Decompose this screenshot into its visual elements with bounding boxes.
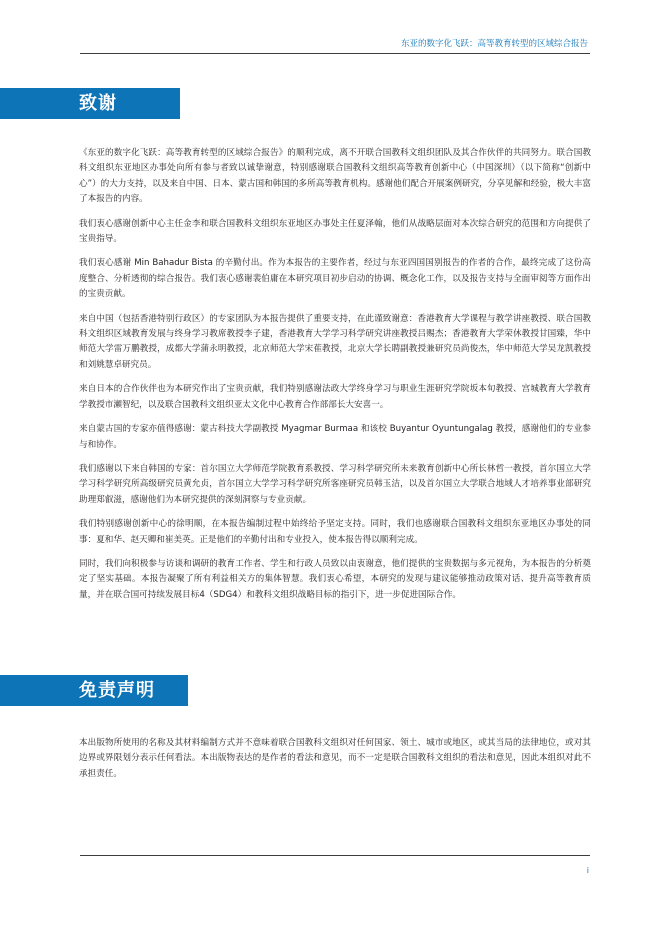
- acknowledgements-paragraph: 我们特别感谢创新中心的徐明顺，在本报告编制过程中始终给予坚定支持。同时，我们也感谢联合国教科文组织东亚地区办事处的同事：夏和华、赵天卿和崔美英。正是他们的辛勤付出和专业投入，使本报告得以顺利完成。: [79, 519, 591, 545]
- header-rule: [80, 53, 590, 54]
- acknowledgements-heading: 致谢: [0, 88, 180, 119]
- acknowledgements-paragraph: 我们衷心感谢创新中心主任金李和联合国教科文组织东亚地区办事处主任夏泽翰，他们从战略层面对本次综合研究的范围和方向提供了宝贵指导。: [79, 218, 591, 245]
- acknowledgements-body: [79, 146, 591, 612]
- acknowledgements-paragraph: 来自日本的合作伙伴也为本研究作出了宝贵贡献，我们特别感谢法政大学终身学习与职业生涯研究学院坂本旬教授、宫城教育大学教育学教授市瀬智纪，以及联合国教科文组织亚太文化中心教育合作部部长大安喜一。: [79, 384, 591, 410]
- disclaimer-paragraph: 本出版物所使用的名称及其材料编制方式并不意味着联合国教科文组织对任何国家、领土、城市或地区，或其当局的法律地位，或对其边界或界限划分表示任何看法。本出版物表达的是作者的看法和意见，而不一定是联合国教科文组织的看法和意见，因此本组织对此不承担责任。: [79, 738, 591, 779]
- disclaimer-body: [79, 736, 591, 791]
- page-number: i: [586, 866, 589, 875]
- acknowledgements-paragraph: 我们感谢以下来自韩国的专家：首尔国立大学师范学院教育系教授、学习科学研究所未来教育创新中心所长林哲一教授，首尔国立大学学习科学研究所高级研究员黄允贞，首尔国立大学学习科学研究所客座研究员韩玉洁，以及首尔国立大学联合地域人才培养事业部研究助理郑叡滋，感谢他们为本研究提供的深刻洞察与专业贡献。: [79, 463, 591, 505]
- footer-rule: [80, 855, 590, 856]
- acknowledgements-paragraph: 《东亚的数字化飞跃：高等教育转型的区域综合报告》的顺利完成，离不开联合国教科文组织团队及其合作伙伴的共同努力。联合国教科文组织东亚地区办事处向所有参与者致以诚挚谢意，特别感谢联合国教科文组织高等教育创新中心（中国深圳）（以下简称“创新中心”）的大力支持，以及来自中国、日本、蒙古国和韩国的多所高等教育机构。感谢他们配合开展案例研究，分享见解和经验，极大丰富了本报告的内容。: [79, 148, 591, 205]
- disclaimer-heading: 免责声明: [0, 675, 188, 706]
- acknowledgements-paragraph: 来自中国（包括香港特别行政区）的专家团队为本报告提供了重要支持，在此谨致谢意：香港教育大学课程与教学讲座教授、联合国教科文组织区域教育发展与终身学习教席教授李子建，香港教育大学学习科学研究讲座教授吕赐杰；香港教育大学荣休教授甘国臻，华中师范大学雷万鹏教授，成都大学蒲永明教授，北京师范大学宋萑教授，北京大学长聘副教授兼研究员尚俊杰，华中师范大学吴龙凯教授和刘姚慧卓研究员。: [79, 313, 591, 370]
- acknowledgements-paragraph: 我们衷心感谢 Min Bahadur Bista 的辛勤付出。作为本报告的主要作者，经过与东亚四国国别报告的作者的合作，最终完成了这份高度整合、分析透彻的综合报告。我们衷心感谢裴伯庸在本研究项目初步启动的协调、概念化工作，以及报告支持与全面审阅等方面作出的宝贵贡献。: [79, 258, 591, 300]
- acknowledgements-paragraph: 来自蒙古国的专家亦值得感谢：蒙古科技大学副教授 Myagmar Burmaa 和该校 Buyantur Oyuntungalag 教授，感谢他们的专业参与和协作。: [79, 424, 591, 450]
- acknowledgements-paragraph: 同时，我们向积极参与访谈和调研的教育工作者、学生和行政人员致以由衷谢意，他们提供的宝贵数据与多元视角，为本报告的分析奠定了坚实基础。本报告凝聚了所有利益相关方的集体智慧。我们衷心希望，本研究的发现与建议能够推动政策对话、提升高等教育质量，并在联合国可持续发展目标4（SDG4）和教科文组织战略目标的指引下，进一步促进国际合作。: [79, 558, 591, 600]
- running-header-title: 东亚的数字化飞跃：高等教育转型的区域综合报告: [400, 39, 588, 49]
